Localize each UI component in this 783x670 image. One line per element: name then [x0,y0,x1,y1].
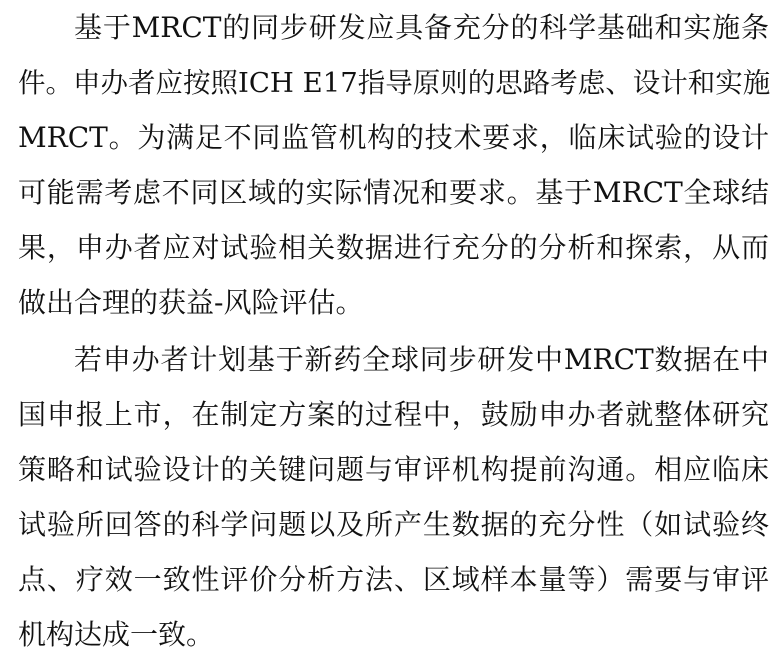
paragraph-1-line-5: 果，申办者应对试验相关数据进行充分的分析和探索，从而 [18,231,769,264]
paragraph-2-line-1: 若申办者计划基于新药全球同步研发中MRCT数据在中 [74,343,769,376]
paragraph-2-line-4: 试验所回答的科学问题以及所产生数据的充分性（如试验终 [18,508,769,541]
paragraph-1-line-1: 基于MRCT的同步研发应具备充分的科学基础和实施条 [74,11,769,44]
paragraph-1-line-6: 做出合理的获益-风险评估。 [18,286,364,319]
paragraph-2-line-2: 国申报上市，在制定方案的过程中，鼓励申办者就整体研究 [18,398,769,431]
paragraph-1-line-4: 可能需考虑不同区域的实际情况和要求。基于MRCT全球结 [18,176,769,209]
paragraph-2-line-3: 策略和试验设计的关键问题与审评机构提前沟通。相应临床 [18,453,769,486]
paragraph-2-line-6: 机构达成一致。 [18,618,215,651]
paragraph-1-line-3: MRCT。为满足不同监管机构的技术要求，临床试验的设计 [18,121,769,154]
paragraph-1-line-2: 件。申办者应按照ICH E17指导原则的思路考虑、设计和实施 [18,67,771,99]
paragraph-2-line-5: 点、疗效一致性评价分析方法、区域样本量等）需要与审评 [18,563,769,596]
